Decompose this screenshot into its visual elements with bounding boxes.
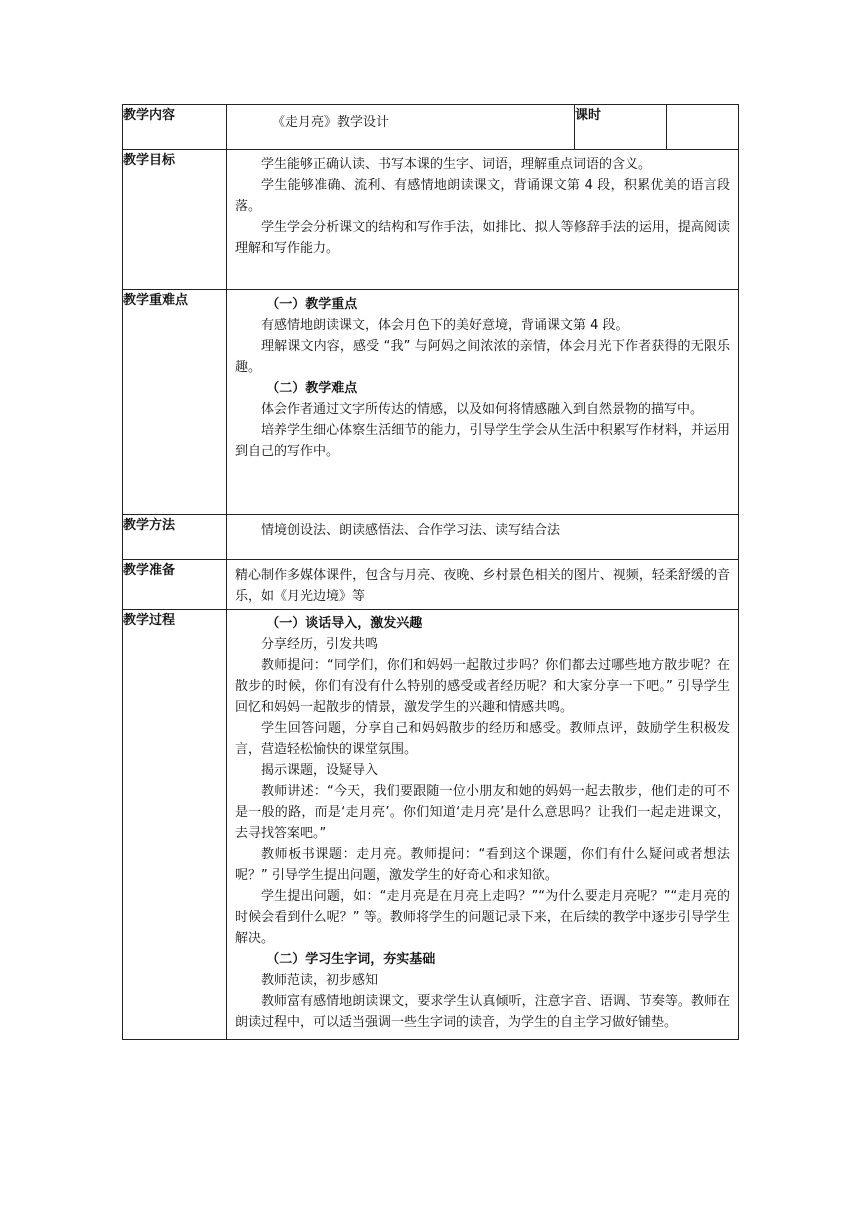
objective-2: 学生能够准确、流利、有感情地朗读课文，背诵课文第 4 段，积累优美的语言段落。: [235, 178, 730, 214]
label-keshi: 课时: [575, 105, 667, 150]
key-heading-1: （一）教学重点: [266, 297, 358, 312]
key-point-2: 理解课文内容，感受 “我” 与阿妈之间浓浓的亲情，体会月光下作者获得的无限乐趣。: [235, 339, 730, 375]
process-step-8: 教师范读，初步感知: [261, 973, 379, 988]
process-heading-1: （一）谈话导入，激发兴趣: [266, 616, 423, 631]
preparation-text: 精心制作多媒体课件，包含与月亮、夜晚、乡村景色相关的图片、视频，轻柔舒缓的音乐，如《月光边境》等: [235, 568, 730, 604]
row-content: [123, 105, 739, 150]
process-step-5: 教师讲述：“今天，我们要跟随一位小朋友和她的妈妈一起去散步，他们走的可不是一般的路，而是‘走月亮’。你们知道‘走月亮’是什么意思吗？让我们一起走进课文，去寻找答案吧。”: [235, 784, 730, 841]
label-methods: 教学方法: [123, 515, 227, 560]
keshi-value: [667, 105, 739, 150]
row-key-points: [123, 290, 739, 515]
key-points-cell: [227, 290, 739, 515]
process-cell: [227, 610, 739, 1040]
label-process: 教学过程: [123, 610, 227, 1040]
lesson-title-cell: [227, 105, 575, 150]
process-step-9: 教师富有感情地朗读课文，要求学生认真倾听，注意字音、语调、节奏等。教师在朗读过程中，可以适当强调一些生字词的读音，为学生的自主学习做好铺垫。: [235, 994, 730, 1030]
key-heading-2: （二）教学难点: [266, 381, 358, 396]
process-step-6: 教师板书课题：走月亮。教师提问：“看到这个课题，你们有什么疑问或者想法呢？” 引导学生提出问题，激发学生的好奇心和求知欲。: [235, 847, 730, 883]
difficulty-1: 体会作者通过文字所传达的情感，以及如何将情感融入到自然景物的描写中。: [261, 402, 704, 417]
difficulty-2: 培养学生细心体察生活细节的能力，引导学生学会从生活中积累写作材料，并运用到自己的写作中。: [235, 423, 730, 459]
objective-1: 学生能够正确认读、书写本课的生字、词语，理解重点词语的含义。: [261, 157, 652, 172]
row-process: [123, 610, 739, 1040]
methods-cell: [227, 515, 739, 560]
process-step-3: 学生回答问题，分享自己和妈妈散步的经历和感受。教师点评，鼓励学生积极发言，营造轻松愉快的课堂氛围。: [235, 721, 730, 757]
lesson-plan-table: [122, 104, 739, 1040]
objective-3: 学生学会分析课文的结构和写作手法，如排比、拟人等修辞手法的运用，提高阅读理解和写作能力。: [235, 220, 730, 256]
row-objectives: [123, 150, 739, 290]
process-heading-2: （二）学习生字词，夯实基础: [266, 952, 436, 967]
objectives-cell: [227, 150, 739, 290]
methods-text: 情境创设法、朗读感悟法、合作学习法、读写结合法: [261, 523, 561, 538]
process-step-1: 分享经历，引发共鸣: [261, 637, 379, 652]
process-step-2: 教师提问：“同学们，你们和妈妈一起散过步吗？你们都去过哪些地方散步呢？在散步的时候，你们有没有什么特别的感受或者经历呢？和大家分享一下吧。” 引导学生回忆和妈妈一起散步的情景，激发学生的兴趣和情感共鸣。: [235, 658, 730, 715]
preparation-cell: [227, 560, 739, 610]
process-step-4: 揭示课题，设疑导入: [261, 763, 379, 778]
process-step-7: 学生提出问题，如：“走月亮是在月亮上走吗？”“为什么要走月亮呢？”“走月亮的时候会看到什么呢？” 等。教师将学生的问题记录下来，在后续的教学中逐步引导学生解决。: [235, 889, 730, 946]
label-preparation: 教学准备: [123, 560, 227, 610]
row-methods: [123, 515, 739, 560]
label-content: 教学内容: [123, 105, 227, 150]
key-point-1: 有感情地朗读课文，体会月色下的美好意境，背诵课文第 4 段。: [261, 318, 629, 333]
row-preparation: [123, 560, 739, 610]
lesson-title: 《走月亮》教学设计: [272, 115, 390, 130]
label-key-points: 教学重难点: [123, 290, 227, 515]
label-objectives: 教学目标: [123, 150, 227, 290]
